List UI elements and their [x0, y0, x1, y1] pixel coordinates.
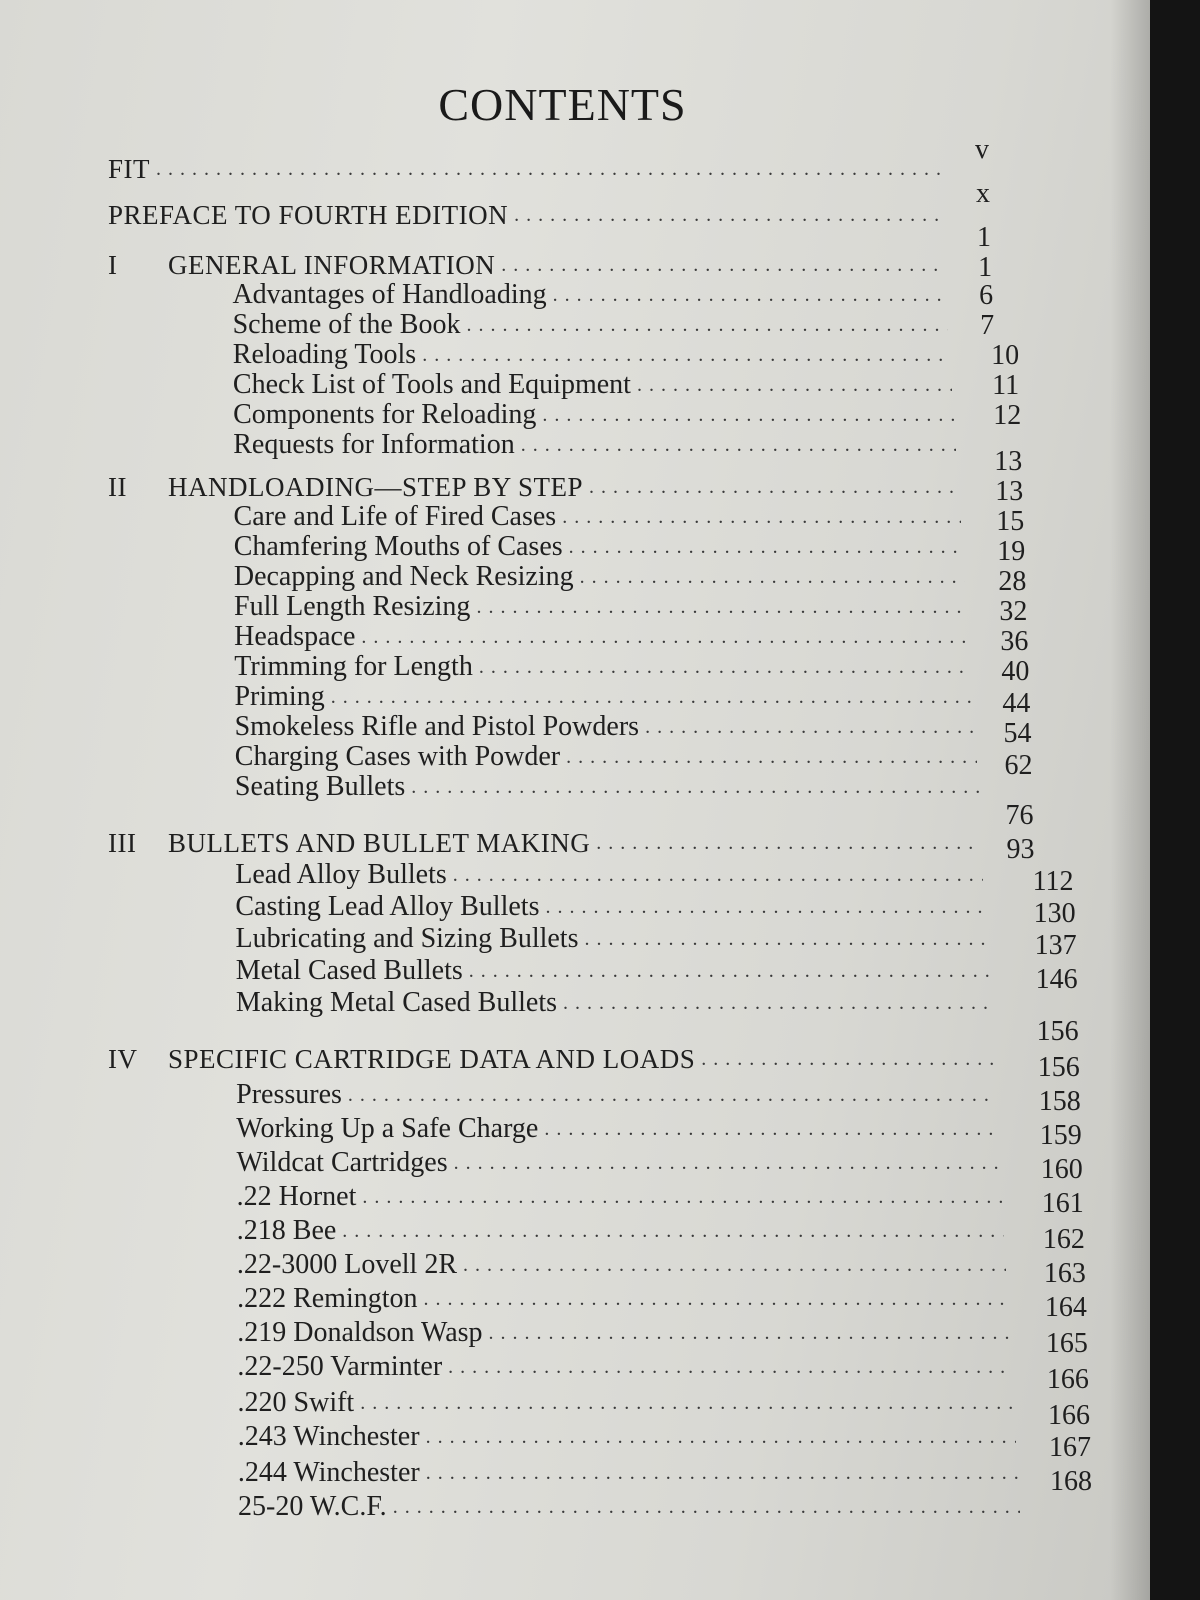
toc-section-line — [238, 1490, 1020, 1524]
section-title: .220 Swift — [237, 1387, 355, 1418]
dot-leader — [489, 1316, 1010, 1350]
page-number: 28 — [998, 566, 1027, 597]
section-title: Components for Reloading — [233, 399, 537, 430]
dot-leader — [422, 338, 950, 372]
toc-section-line — [238, 1456, 1018, 1490]
section-title: Advantages of Handloading — [232, 279, 547, 310]
dot-leader — [411, 770, 979, 804]
dot-leader — [544, 1112, 997, 1146]
toc-section-line — [235, 770, 979, 804]
dot-leader — [476, 590, 966, 624]
section-title: Care and Life of Fired Cases — [233, 501, 557, 532]
page-number: x — [976, 178, 991, 209]
page-number: 1 — [978, 252, 993, 283]
page-number: 156 — [1037, 1052, 1080, 1083]
page-number: 163 — [1043, 1258, 1086, 1289]
chapter-number: I — [108, 250, 118, 280]
toc-section-line — [234, 680, 972, 714]
page-number: 158 — [1038, 1086, 1081, 1117]
section-title: Seating Bullets — [234, 771, 406, 802]
toc-section-line — [234, 560, 965, 594]
chapter-title: GENERAL INFORMATION — [168, 250, 496, 280]
dot-leader — [569, 530, 963, 564]
dot-leader — [156, 152, 940, 186]
chapter-title: HANDLOADING—STEP BY STEP — [168, 472, 584, 502]
chapter-number: III — [108, 828, 137, 858]
section-title: Making Metal Cased Bullets — [235, 987, 558, 1018]
dot-leader — [580, 560, 965, 594]
page-number: 165 — [1045, 1328, 1088, 1359]
page-number: 167 — [1048, 1432, 1091, 1463]
toc-section-line — [233, 368, 952, 402]
toc-section-line — [237, 1248, 1006, 1282]
dot-leader — [331, 680, 973, 714]
toc-section-line — [234, 500, 961, 534]
dot-leader — [342, 1214, 1003, 1248]
section-title: .219 Donaldson Wasp — [237, 1317, 483, 1348]
section-title: Headspace — [234, 621, 356, 652]
page-number: 54 — [1003, 718, 1032, 749]
toc-section-line — [235, 710, 975, 744]
dot-leader — [542, 398, 954, 432]
chapter-number: IV — [108, 1044, 138, 1074]
dot-leader — [479, 650, 971, 684]
toc-section-line — [232, 278, 946, 312]
dot-leader — [393, 1490, 1020, 1524]
toc-section-line — [237, 1350, 1011, 1384]
toc-chapter-line — [108, 1042, 993, 1076]
section-title: .244 Winchester — [237, 1457, 420, 1488]
page-number: 160 — [1040, 1154, 1083, 1185]
dot-leader — [563, 986, 991, 1020]
page-edge-shadow — [1110, 0, 1150, 1600]
toc-chapter-line — [108, 198, 942, 232]
page-number: 36 — [1000, 626, 1029, 657]
page-number: 40 — [1001, 656, 1030, 687]
toc-chapter-line — [108, 826, 981, 860]
dot-leader — [426, 1420, 1016, 1454]
page-title: CONTENTS — [438, 79, 687, 130]
toc-section-line — [237, 1316, 1010, 1350]
section-title: .222 Remington — [237, 1283, 418, 1314]
page-number: v — [975, 134, 989, 165]
chapter-title: PREFACE TO FOURTH EDITION — [108, 200, 509, 230]
section-title: .243 Winchester — [237, 1421, 420, 1452]
dot-leader — [584, 922, 987, 956]
toc-section-line — [236, 954, 990, 988]
page-number: 12 — [993, 400, 1022, 431]
page-number: 156 — [1036, 1016, 1079, 1047]
page-number: 13 — [994, 446, 1023, 477]
section-title: Chamfering Mouths of Cases — [233, 531, 563, 562]
page-number: 1 — [977, 222, 992, 253]
dot-leader — [466, 308, 948, 342]
section-title: Pressures — [236, 1079, 342, 1110]
page-number: 15 — [996, 506, 1025, 537]
section-title: Scheme of the Book — [232, 309, 461, 340]
section-title: Priming — [234, 681, 325, 712]
section-title: Lubricating and Sizing Bullets — [235, 923, 579, 954]
toc-section-line — [238, 1420, 1016, 1454]
toc-section-line — [236, 922, 988, 956]
section-title: Check List of Tools and Equipment — [232, 369, 631, 400]
toc-section-line — [238, 1386, 1014, 1420]
toc-section-line — [236, 1078, 995, 1112]
dot-leader — [424, 1282, 1008, 1316]
toc-section-line — [236, 986, 991, 1020]
dot-leader — [426, 1456, 1018, 1490]
dot-leader — [362, 1180, 1001, 1214]
dot-leader — [545, 890, 985, 924]
dot-leader — [596, 826, 981, 860]
dot-leader — [448, 1350, 1012, 1384]
page-number: 159 — [1039, 1120, 1082, 1151]
toc-section-line — [237, 1180, 1002, 1214]
section-title: .22-250 Varminter — [237, 1351, 443, 1382]
dot-leader — [521, 428, 957, 462]
page-number: 93 — [1006, 834, 1035, 865]
page-number: 76 — [1005, 800, 1034, 831]
chapter-title: SPECIFIC CARTRIDGE DATA AND LOADS — [168, 1044, 696, 1074]
dot-leader — [637, 368, 952, 402]
section-title: Full Length Resizing — [234, 591, 471, 622]
toc-section-line — [236, 1112, 997, 1146]
page-number: 137 — [1034, 930, 1077, 961]
page-number: 168 — [1050, 1466, 1092, 1497]
toc-section-line — [235, 858, 983, 892]
section-title: 25-20 W.C.F. — [238, 1491, 387, 1522]
dot-leader — [501, 248, 944, 282]
dot-leader — [361, 620, 968, 654]
toc-chapter-line — [108, 248, 944, 282]
dot-leader — [453, 858, 983, 892]
page-number: 162 — [1042, 1224, 1085, 1255]
toc-section-line — [236, 1146, 999, 1180]
toc-section-line — [234, 620, 969, 654]
chapter-number: II — [108, 472, 127, 502]
section-title: Requests for Information — [233, 429, 515, 460]
section-title: Trimming for Length — [234, 651, 473, 682]
toc-section-line — [233, 338, 950, 372]
section-title: Smokeless Rifle and Pistol Powders — [234, 711, 640, 742]
page-number: 146 — [1035, 964, 1078, 995]
chapter-title: FIT — [108, 154, 150, 184]
dot-leader — [360, 1386, 1014, 1420]
dot-leader — [566, 740, 977, 774]
page-number: 7 — [980, 310, 995, 341]
toc-section-line — [235, 740, 977, 774]
toc-section-line — [237, 1282, 1008, 1316]
toc-section-line — [234, 530, 963, 564]
toc-chapter-line — [108, 470, 958, 504]
page-number: 130 — [1033, 898, 1076, 929]
section-title: .22 Hornet — [236, 1181, 357, 1212]
dot-leader — [469, 954, 989, 988]
page-number: 161 — [1041, 1188, 1084, 1219]
section-title: Metal Cased Bullets — [235, 955, 463, 986]
toc-chapter-line — [108, 152, 940, 186]
page-number: 62 — [1004, 750, 1033, 781]
toc-section-line — [233, 398, 954, 432]
toc-section-line — [234, 590, 967, 624]
page-number: 166 — [1047, 1400, 1090, 1431]
section-title: Wildcat Cartridges — [236, 1147, 448, 1178]
toc-section-line — [234, 650, 970, 684]
section-title: Charging Cases with Powder — [234, 741, 561, 772]
dot-leader — [645, 710, 975, 744]
dot-leader — [514, 198, 942, 232]
chapter-title: BULLETS AND BULLET MAKING — [168, 828, 591, 858]
section-title: Reloading Tools — [232, 339, 417, 370]
section-title: Casting Lead Alloy Bullets — [235, 891, 540, 922]
dot-leader — [463, 1248, 1006, 1282]
page-number: 6 — [979, 280, 994, 311]
page-number: 13 — [995, 476, 1024, 507]
page-number: 112 — [1032, 866, 1074, 897]
dot-leader — [348, 1078, 995, 1112]
page-number: 164 — [1044, 1292, 1087, 1323]
page-number: 166 — [1046, 1364, 1089, 1395]
section-title: Lead Alloy Bullets — [235, 859, 447, 890]
dot-leader — [553, 278, 947, 312]
page-number: 44 — [1002, 688, 1031, 719]
section-title: Working Up a Safe Charge — [236, 1113, 539, 1144]
section-title: .22-3000 Lovell 2R — [236, 1249, 458, 1280]
dot-leader — [562, 500, 960, 534]
section-title: Decapping and Neck Resizing — [233, 561, 574, 592]
toc-section-line — [237, 1214, 1004, 1248]
toc-section-line — [233, 428, 956, 462]
toc-section-line — [235, 890, 985, 924]
dot-leader — [589, 470, 958, 504]
section-title: .218 Bee — [236, 1215, 337, 1246]
dot-leader — [454, 1146, 1000, 1180]
toc-section-line — [233, 308, 949, 342]
dot-leader — [701, 1042, 993, 1076]
page-number: 32 — [999, 596, 1028, 627]
page-number: 19 — [997, 536, 1026, 567]
page-number: 11 — [992, 370, 1020, 401]
page-number: 10 — [991, 340, 1020, 371]
